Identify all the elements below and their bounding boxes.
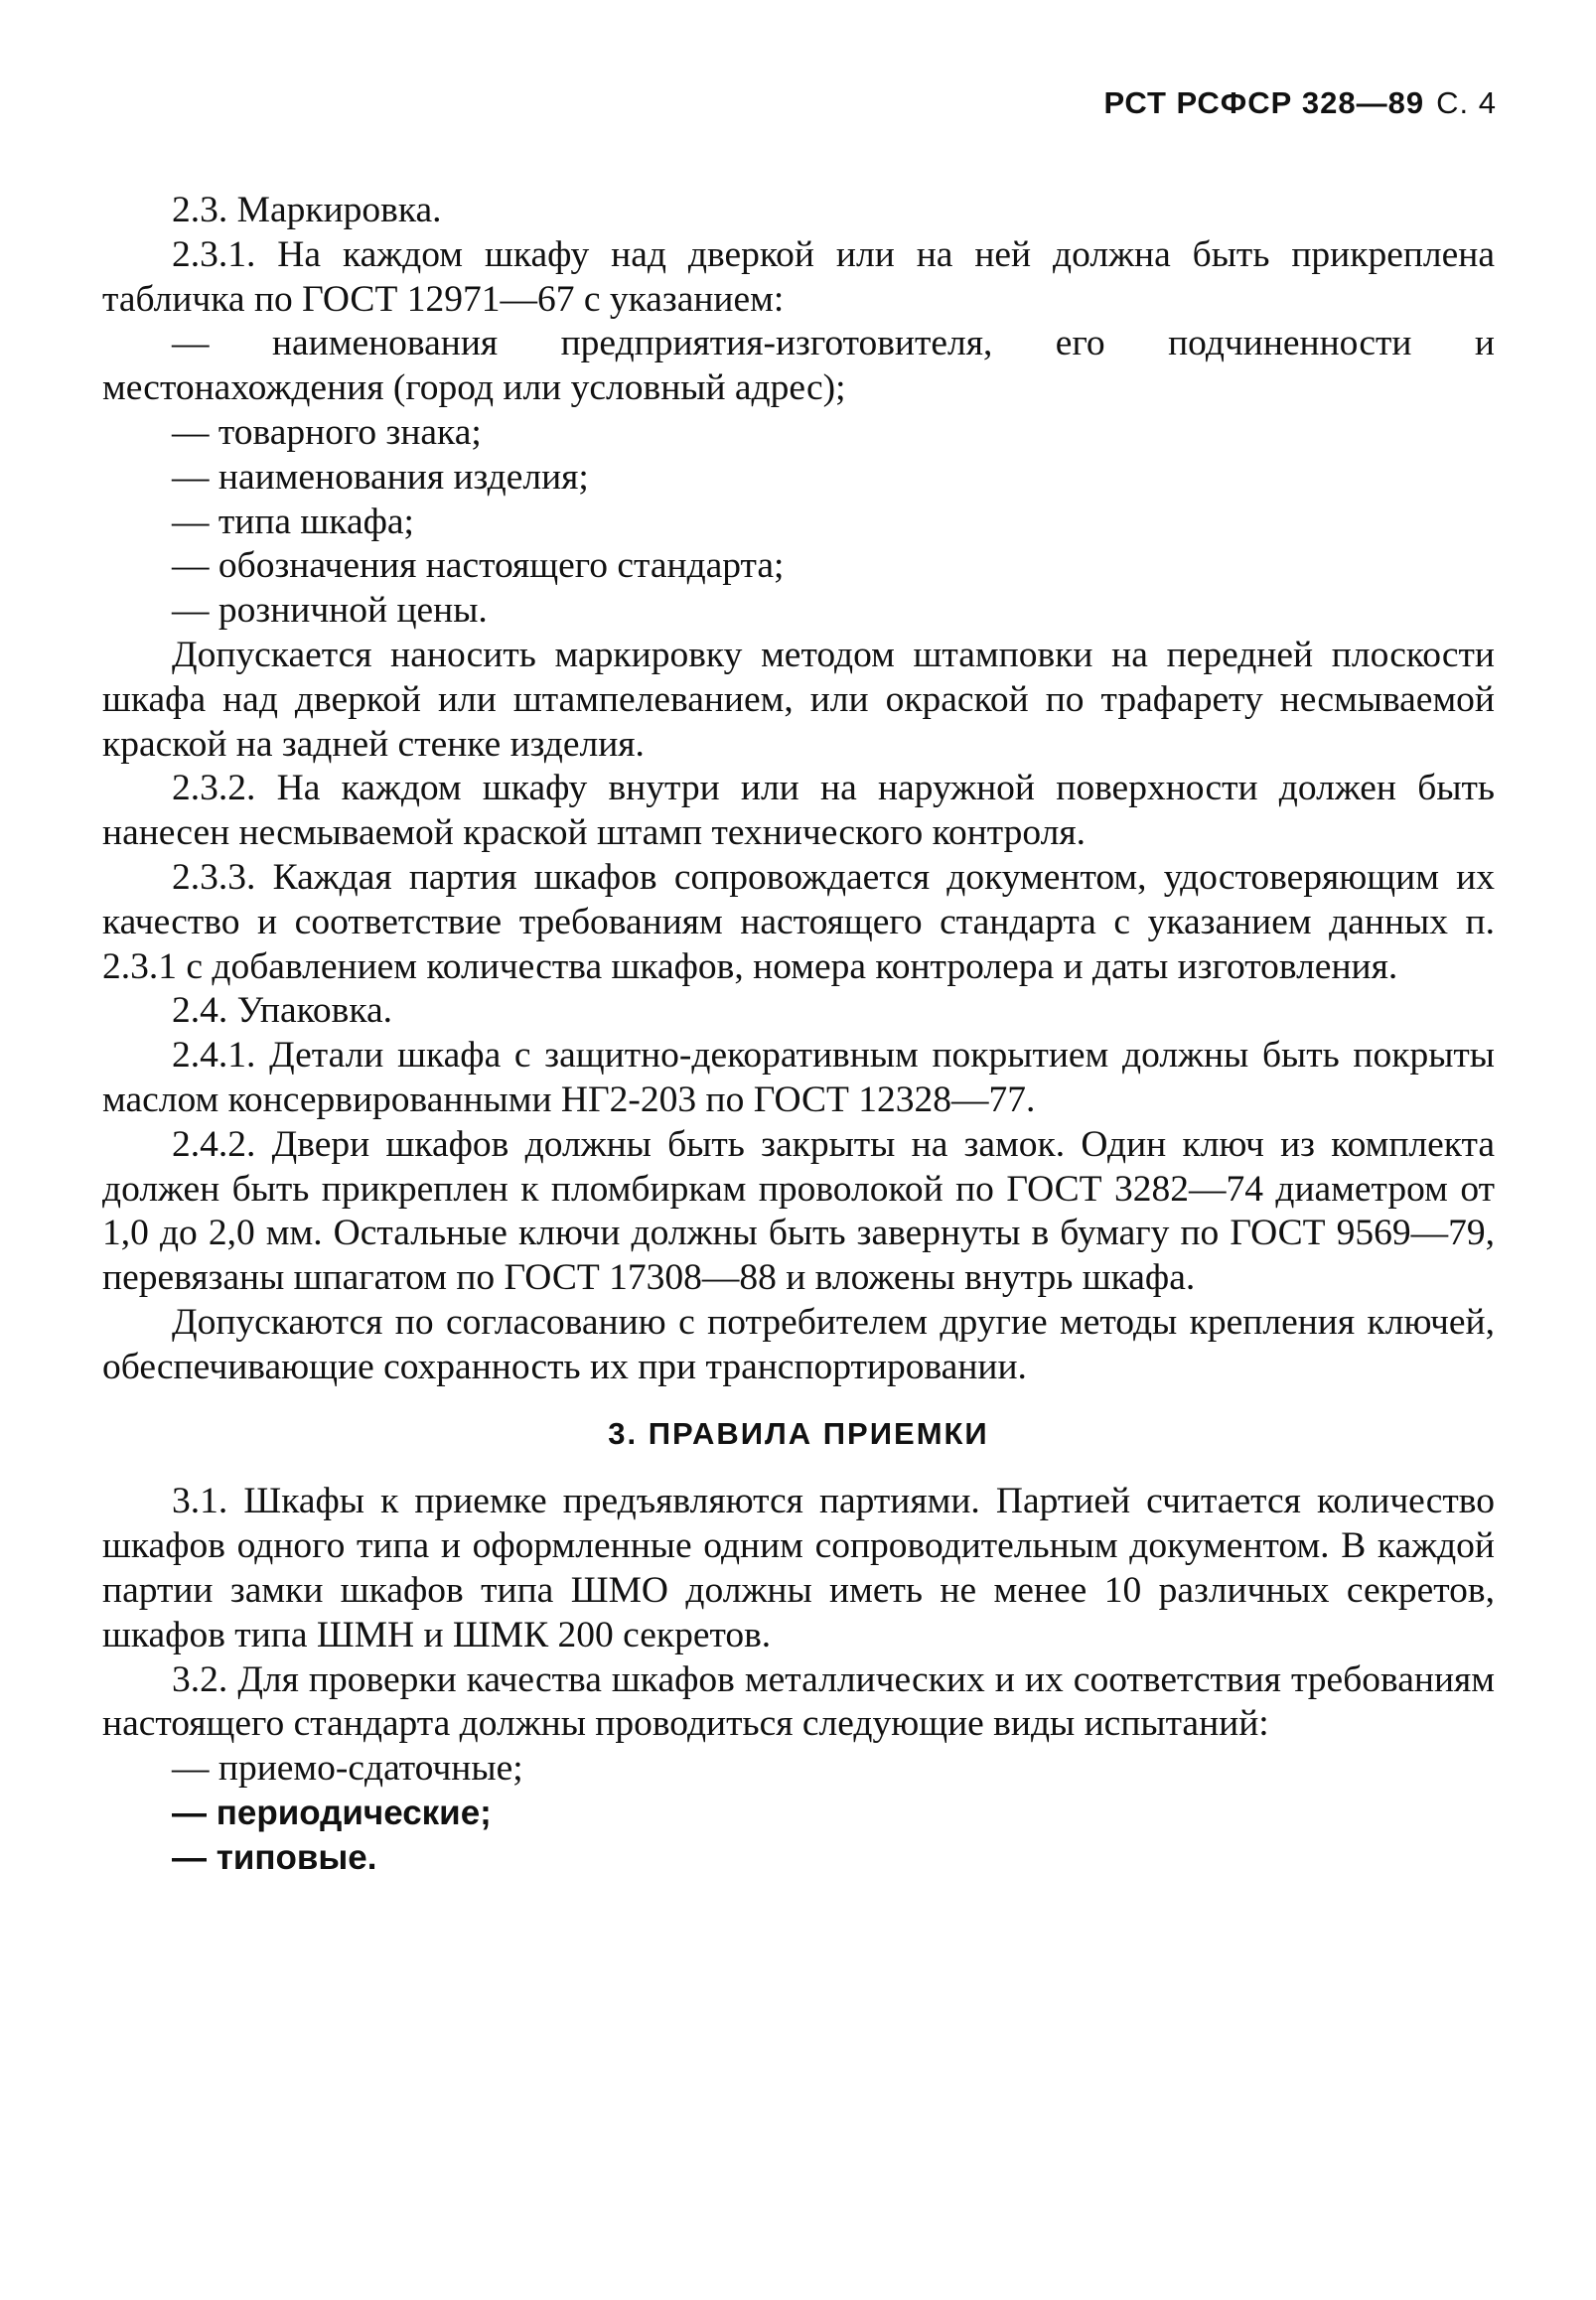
paragraph-3-2: 3.2. Для проверки качества шкафов металлических и их соответствия требованиям настоящего стандарта должны проводиться следующие виды испытаний: bbox=[102, 1658, 1495, 1745]
paragraph-2-4-1: 2.4.1. Детали шкафа с защитно-декоративным покрытием должны быть покрыты маслом консервированными НГ2-203 по ГОСТ 12328—77. bbox=[102, 1035, 1495, 1120]
paragraph-2-4-2: 2.4.2. Двери шкафов должны быть закрыты на замок. Один ключ из комплекта должен быть прикреплен к пломбиркам проволокой по ГОСТ 3282—74 диаметром от 1,0 до 2,0 мм. Остальные ключи должны быть завернуты в бумагу по ГОСТ 9569—79, перевязаны шпагатом по ГОСТ 17308—88 и вложены внутрь шкафа. bbox=[102, 1123, 1495, 1299]
paragraph-marking-methods: Допускается наносить маркировку методом штамповки на передней плоскости шкафа над дверкой или штампелеванием, или окраской по трафарету несмываемой краской на задней стенке изделия. bbox=[102, 634, 1495, 765]
list-item: — приемо-сдаточные; bbox=[172, 1748, 523, 1790]
standard-designation: РСТ РСФСР 328—89 bbox=[1103, 85, 1425, 120]
running-header bbox=[1103, 85, 1497, 121]
paragraph-3-1: 3.1. Шкафы к приемке предъявляются партиями. Партией считается количество шкафов одного типа и оформленные одним сопроводительным документом. В каждой партии замки шкафов типа ШМО должны иметь не менее 10 различных секретов, шкафов типа ШМН и ШМК 200 секретов. bbox=[102, 1481, 1495, 1655]
list-item: — обозначения настоящего стандарта; bbox=[172, 545, 785, 587]
list-item: — наименования изделия; bbox=[172, 456, 589, 498]
list-item: — розничной цены. bbox=[172, 590, 488, 632]
paragraph-2-3-3: 2.3.3. Каждая партия шкафов сопровождается документом, удостоверяющим их качество и соответствие требованиям настоящего стандарта с указанием данных п. 2.3.1 с добавлением количества шкафов, номера контролера и даты изготовления. bbox=[102, 856, 1495, 987]
paragraph-2-3-1: 2.3.1. На каждом шкафу над дверкой или на ней должна быть прикреплена табличка по ГОСТ 12971—67 с указанием: bbox=[102, 233, 1495, 320]
page-number: С. 4 bbox=[1436, 85, 1497, 120]
paragraph-2-3-2: 2.3.2. На каждом шкафу внутри или на наружной поверхности должен быть нанесен несмываемой краской штамп технического контроля. bbox=[102, 768, 1495, 854]
list-item: — периодические; bbox=[172, 1793, 492, 1832]
list-item: — товарного знака; bbox=[172, 411, 482, 453]
paragraph-2-4: 2.4. Упаковка. bbox=[172, 990, 393, 1032]
paragraph-key-methods: Допускаются по согласованию с потребителем другие методы крепления ключей, обеспечивающие сохранность их при транспортировании. bbox=[102, 1301, 1495, 1387]
section-heading: 3. ПРАВИЛА ПРИЕМКИ bbox=[608, 1415, 989, 1451]
list-item: — типа шкафа; bbox=[172, 501, 414, 542]
list-item: — типовые. bbox=[172, 1837, 377, 1877]
paragraph-2-3: 2.3. Маркировка. bbox=[172, 190, 442, 230]
list-item: — наименования предприятия-изготовителя, его подчиненности и местонахождения (город или условный адрес); bbox=[102, 323, 1495, 409]
body-text bbox=[102, 189, 1495, 1880]
